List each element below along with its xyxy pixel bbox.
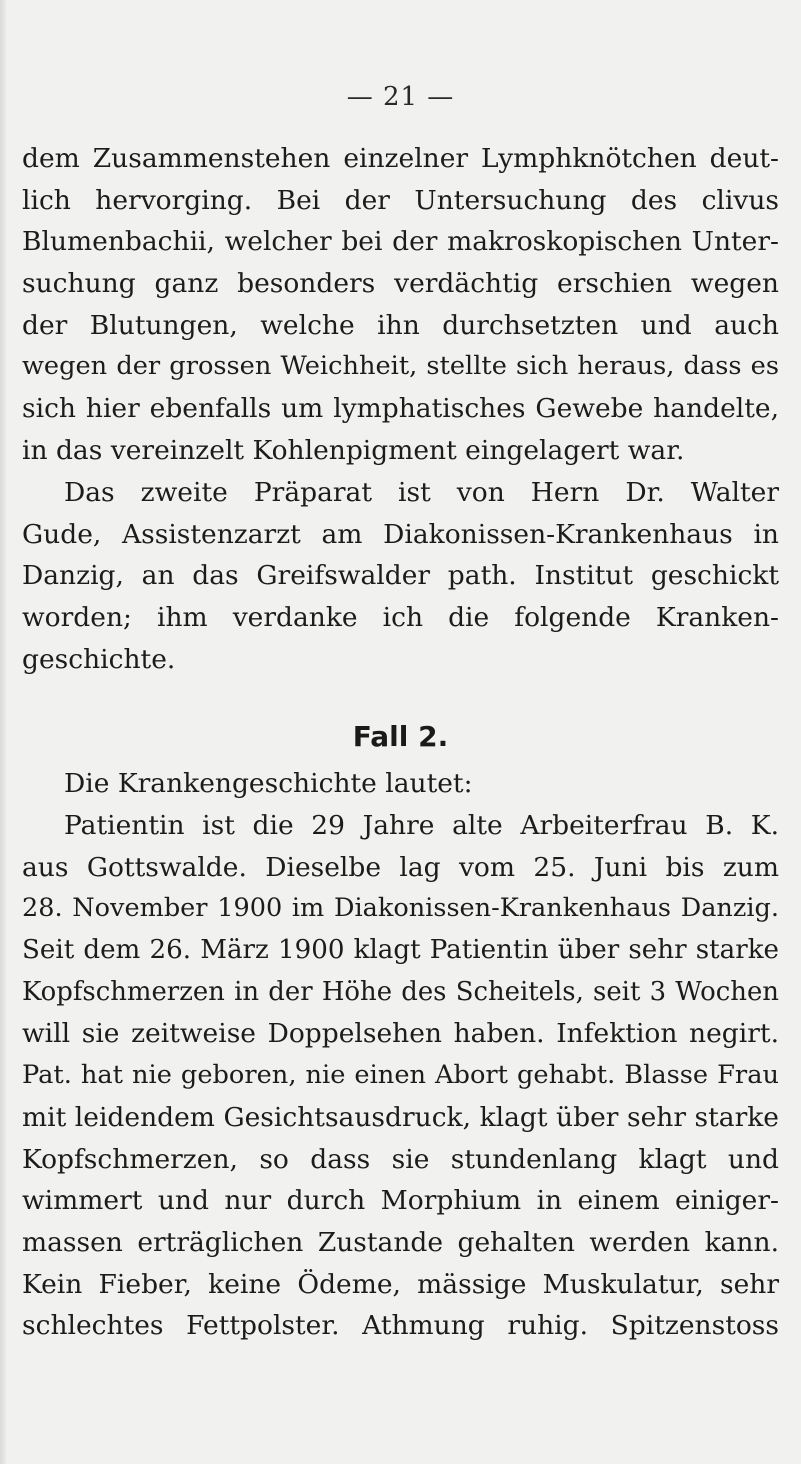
text-line: suchung ganz besonders verdächtig erschien wegen [22,268,779,300]
text-line: dem Zusammenstehen einzelner Lymphknötchen deut- [22,143,779,174]
text-line: wimmert und nur durch Morphium in einem einiger- [22,1185,779,1217]
text-line: Kopfschmerzen, so dass sie stundenlang klagt und [22,1143,779,1175]
text-line: geschichte. [22,643,176,675]
text-line: der Blutungen, welche ihn durchsetzten und auch [22,309,779,341]
case-heading: Fall 2. [352,720,449,753]
text-line: 28. November 1900 im Diakonissen-Krankenhaus Danzig. [22,893,779,924]
text-line: Blumenbachii, welcher bei der makroskopischen Unter- [22,226,779,258]
text-line: lich hervorging. Bei der Untersuchung des clivus [22,184,779,216]
text-line: schlechtes Fettpolster. Athmung ruhig. Spitzenstoss [22,1310,779,1342]
text-line: will sie zeitweise Doppelsehen haben. Infektion negirt. [22,1018,779,1050]
page-number: — 21 — [346,82,455,112]
text-line: Seit dem 26. März 1900 klagt Patientin über sehr starke [22,935,779,966]
text-line: worden; ihm verdanke ich die folgende Kranken- [22,602,779,634]
paragraph-preparation [22,472,779,680]
text-line: Patientin ist die 29 Jahre alte Arbeiterfrau B. K. [64,810,779,841]
text-line: Kein Fieber, keine Ödeme, mässige Muskulatur, sehr [22,1268,779,1300]
paragraph-continuation [22,138,779,472]
text-line: wegen der grossen Weichheit, stellte sich heraus, dass es [22,351,779,382]
text-line: sich hier ebenfalls um lymphatisches Gewebe handelte, [22,393,779,425]
paragraph-case-history [22,805,779,1347]
text-line: Pat. hat nie geboren, nie einen Abort gehabt. Blasse Frau [22,1060,779,1091]
text-line: massen erträglichen Zustande gehalten werden kann. [22,1226,779,1258]
text-line: in das vereinzelt Kohlenpigment eingelagert war. [22,434,685,466]
text-line: mit leidendem Gesichtsausdruck, klagt über sehr starke [22,1101,779,1133]
text-line: Gude, Assistenzarzt am Diakonissen-Krankenhaus in [22,518,779,550]
text-line: Kopfschmerzen in der Höhe des Scheitels, seit 3 Wochen [22,976,779,1007]
text-line: Danzig, an das Greifswalder path. Institut geschickt [22,560,779,592]
text-line: Die Krankengeschichte lautet: [64,768,473,799]
paragraph-intro [22,763,779,805]
text-line: aus Gottswalde. Dieselbe lag vom 25. Juni bis zum [22,851,779,883]
text-line: Das zweite Präparat ist von Hern Dr. Walter [64,477,779,508]
